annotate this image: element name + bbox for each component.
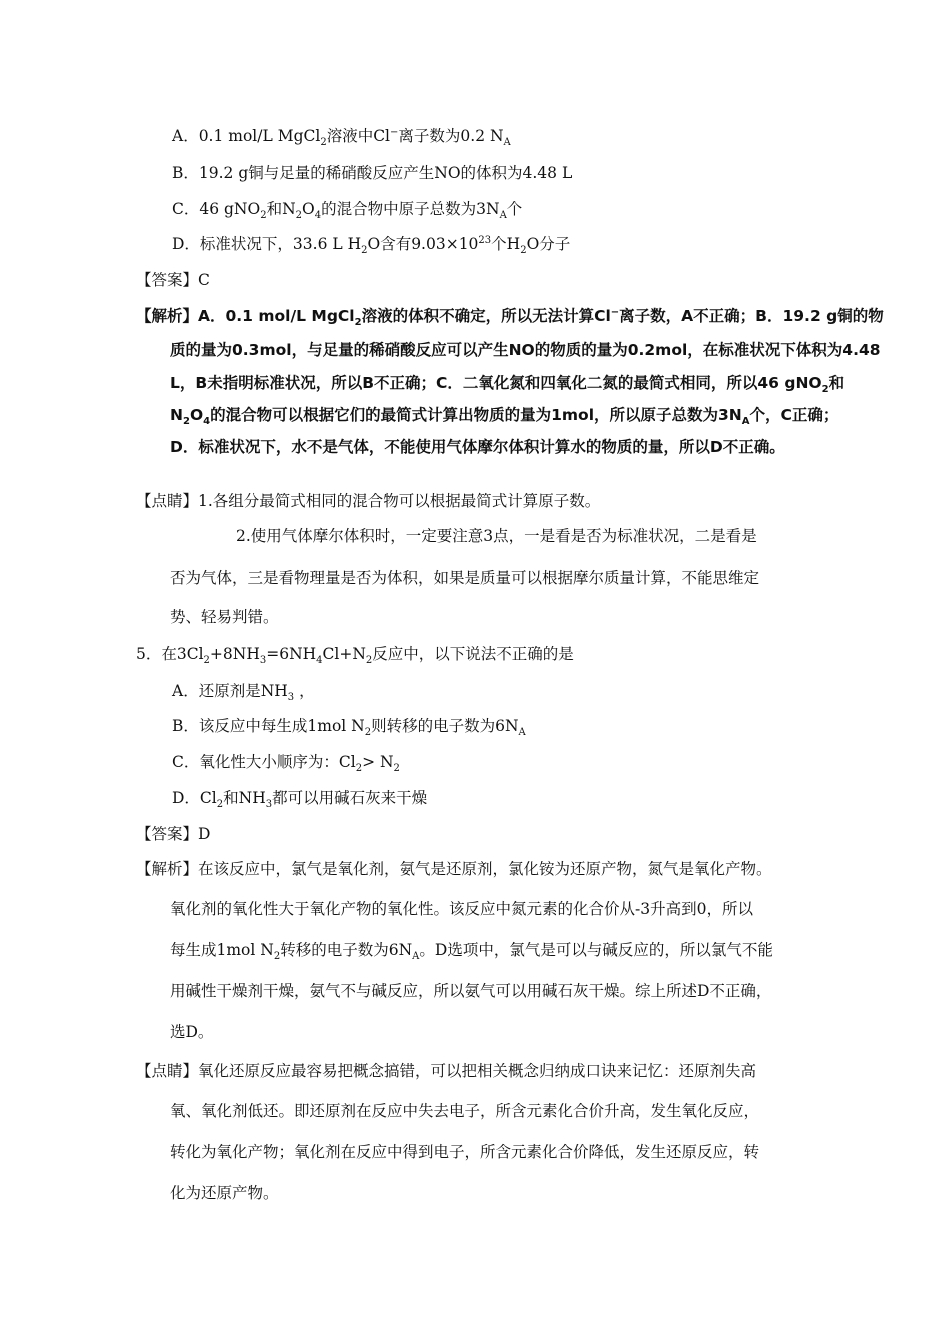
- subscript: 2: [273, 951, 281, 963]
- subscript: 2: [295, 210, 303, 222]
- q5-analysis-text: 。D选项中，氯气是可以与碱反应的，所以氯气不能: [419, 941, 773, 959]
- q5-tip-line-3: 转化为氧化产物；氧化剂在反应中得到电子，所含元素化合价降低，发生还原反应，转: [170, 1143, 760, 1161]
- subscript: 3: [287, 692, 295, 704]
- superscript: 23: [478, 234, 492, 246]
- q4-analysis-line-4: [170, 405, 839, 428]
- q4-analysis-line-5: D．标准状况下，水不是气体，不能使用气体摩尔体积计算水的物质的量，所以D不正确。: [170, 438, 785, 456]
- subscript: 2: [364, 727, 372, 739]
- q5-option-b-text: B．该反应中每生成1mol N: [172, 717, 365, 735]
- q5-option-b-text: 则转移的电子数为6N: [371, 717, 519, 735]
- q4-option-a-text: 离子数为0.2 N: [398, 127, 504, 145]
- superscript: −: [390, 126, 399, 138]
- q4-option-d: [172, 234, 571, 257]
- q4-option-a-text: A．0.1 mol/L MgCl: [172, 127, 321, 145]
- q4-analysis-line-2: 质的量为0.3mol，与足量的稀硝酸反应可以产生NO的物质的量为0.2mol，在标准状况下体积为4.48: [170, 341, 881, 359]
- q5-tip-line-4: 化为还原产物。: [170, 1184, 279, 1202]
- q4-analysis-text: 溶液的体积不确定，所以无法计算Cl: [361, 307, 611, 325]
- q5-option-d: [172, 788, 428, 811]
- subscript: 2: [320, 137, 327, 149]
- subscript: A: [412, 951, 420, 963]
- q4-analysis-text: 离子数，A不正确；B．19.2 g铜的物: [619, 307, 884, 325]
- q5-analysis-line-5: 选D。: [170, 1023, 214, 1041]
- q5-stem-text: =6NH: [266, 645, 317, 663]
- q4-tip-line-2: 2.使用气体摩尔体积时，一定要注意3点，一是看是否为标准状况，二是看是: [236, 527, 757, 545]
- q5-answer: 【答案】D: [136, 825, 211, 843]
- q4-analysis-text: 的混合物可以根据它们的最简式计算出物质的量为1mol，所以原子总数为3N: [210, 406, 742, 424]
- q4-analysis-line-3: [170, 373, 845, 396]
- q5-tip-line-1: 【点睛】氧化还原反应最容易把概念搞错，可以把相关概念归纳成口诀来记忆：还原剂失高: [136, 1062, 757, 1080]
- q4-option-d-text: O分子: [526, 235, 571, 253]
- q5-analysis-line-2: 氧化剂的氧化性大于氧化产物的氧化性。该反应中氮元素的化合价从-3升高到0，所以: [170, 900, 753, 918]
- subscript: 2: [260, 210, 267, 222]
- q5-analysis-text: 每生成1mol N: [170, 941, 274, 959]
- q5-stem-text: 5．在3Cl: [136, 645, 204, 663]
- subscript: 4: [314, 210, 322, 222]
- subscript: 2: [520, 245, 527, 257]
- q5-option-d-text: D．Cl: [172, 789, 217, 807]
- subscript: 2: [354, 317, 362, 329]
- q5-option-c-text: > N: [362, 753, 394, 771]
- q4-option-d-text: 个H: [491, 235, 521, 253]
- q5-option-c: [172, 752, 400, 775]
- subscript: 3: [265, 799, 273, 811]
- q4-option-a-text: 溶液中Cl: [326, 127, 391, 145]
- q5-stem-text: Cl+N: [322, 645, 366, 663]
- q4-analysis-line-1: [136, 306, 884, 329]
- q5-option-d-text: 和NH: [223, 789, 266, 807]
- subscript: 2: [365, 655, 373, 667]
- q4-analysis-text: 个，C正确；: [749, 406, 839, 424]
- q4-analysis-text: O: [189, 406, 204, 424]
- q4-option-c-text: 和N: [266, 200, 296, 218]
- subscript: A: [518, 727, 526, 739]
- subscript: 2: [182, 416, 190, 428]
- q4-option-c: [172, 199, 523, 222]
- superscript: −: [610, 306, 620, 318]
- q5-option-a: [172, 681, 315, 704]
- q5-analysis-line-1: 【解析】在该反应中，氯气是氧化剂，氨气是还原剂，氯化铵为还原产物，氮气是氧化产物。: [136, 860, 772, 878]
- subscript: 4: [316, 655, 323, 667]
- q4-option-d-text: D．标准状况下，33.6 L H: [172, 235, 362, 253]
- subscript: 2: [821, 384, 829, 396]
- q4-analysis-text: L，B未指明标准状况，所以B不正确；C．二氧化氮和四氧化二氮的最简式相同，所以46 gNO: [170, 374, 822, 392]
- q5-stem-text: 反应中，以下说法不正确的是: [372, 645, 574, 663]
- q4-option-c-text: 的混合物中原子总数为3N: [321, 200, 500, 218]
- q5-analysis-text: 转移的电子数为6N: [280, 941, 413, 959]
- q4-tip-line-4: 势、轻易判错。: [170, 608, 279, 626]
- q5-analysis-line-3: [170, 940, 773, 963]
- q5-option-c-text: C．氧化性大小顺序为：Cl: [172, 753, 356, 771]
- q4-option-b: B．19.2 g铜与足量的稀硝酸反应产生NO的体积为4.48 L: [172, 164, 573, 182]
- subscript: 2: [355, 763, 363, 775]
- q4-analysis-text: 【解析】A．0.1 mol/L MgCl: [136, 307, 355, 325]
- subscript: 2: [393, 763, 400, 775]
- q4-analysis-text: 和: [828, 374, 845, 392]
- subscript: A: [741, 416, 750, 428]
- q5-tip-line-2: 氧、氧化剂低还。即还原剂在反应中失去电子，所含元素化合价升高，发生氧化反应，: [170, 1102, 760, 1120]
- q5-option-b: [172, 716, 526, 739]
- subscript: 2: [361, 245, 368, 257]
- subscript: 2: [216, 799, 224, 811]
- q4-option-c-text: C．46 gNO: [172, 200, 261, 218]
- q5-analysis-line-4: 用碱性干燥剂干燥，氨气不与碱反应，所以氨气可以用碱石灰干燥。综上所述D不正确，: [170, 982, 772, 1000]
- q5-stem-text: +8NH: [209, 645, 260, 663]
- q4-tip-line-3: 否为气体，三是看物理量是否为体积，如果是质量可以根据摩尔质量计算，不能思维定: [170, 569, 760, 587]
- subscript: A: [499, 210, 507, 222]
- subscript: 4: [203, 416, 211, 428]
- subscript: A: [503, 137, 511, 149]
- q4-option-c-text: O: [302, 200, 315, 218]
- q5-option-a-text: A．还原剂是NH: [172, 682, 288, 700]
- q5-stem: [136, 644, 574, 667]
- subscript: 3: [259, 655, 267, 667]
- q4-analysis-text: N: [170, 406, 183, 424]
- q4-option-a: [172, 126, 511, 149]
- q5-option-a-text: ，: [294, 682, 315, 700]
- subscript: 2: [203, 655, 210, 667]
- q4-option-c-text: 个: [506, 200, 523, 218]
- q5-option-d-text: 都可以用碱石灰来干燥: [272, 789, 428, 807]
- q4-option-d-text: O含有9.03×10: [367, 235, 479, 253]
- q4-answer: 【答案】C: [136, 271, 210, 289]
- q4-tip-line-1: 【点睛】1.各组分最简式相同的混合物可以根据最简式计算原子数。: [136, 492, 601, 510]
